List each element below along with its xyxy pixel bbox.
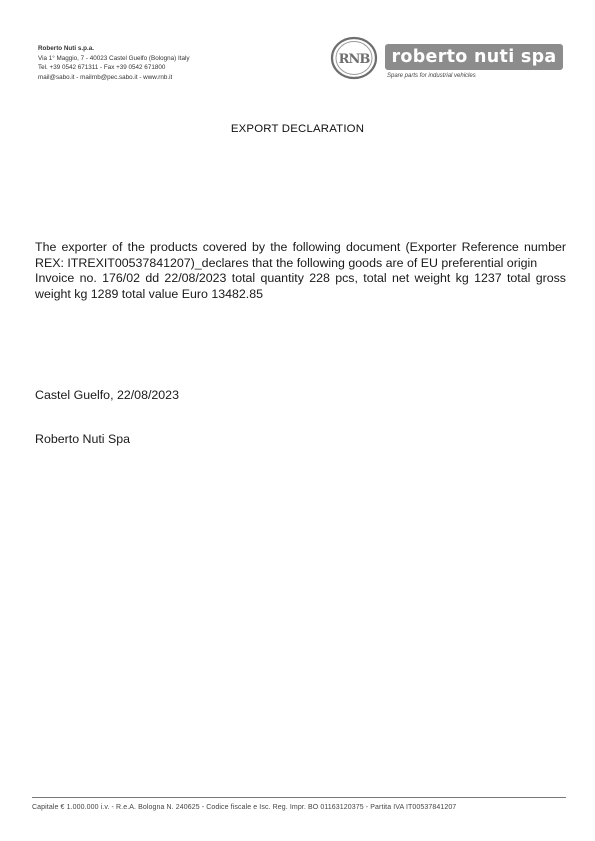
footer-divider <box>32 797 566 798</box>
footer-legal-info: Capitale € 1.000.000 i.v. - R.e.A. Bologna N. 240625 - Codice fiscale e Isc. Reg. Impr. BO 01163120375 - Partita IVA IT00537841207 <box>32 804 457 811</box>
invoice-details: Invoice no. 176/02 dd 22/08/2023 total quantity 228 pcs, total net weight kg 1237 total gross weight kg 1289 total value Euro 13482.85 <box>35 271 566 301</box>
signature-name: Roberto Nuti Spa <box>35 432 131 446</box>
company-info <box>38 44 190 82</box>
rnb-logo-mark-icon <box>330 36 378 80</box>
declaration-body <box>35 240 566 302</box>
company-address: Via 1° Maggio, 7 - 40023 Castel Guelfo (Bologna) Italy <box>38 54 190 62</box>
logo-wordmark: roberto nuti spa <box>385 44 563 70</box>
company-name: Roberto Nuti s.p.a. <box>38 45 94 52</box>
logo-monogram: RNB <box>338 52 370 67</box>
company-phone: Tel. +39 0542 671311 - Fax +39 0542 671800 <box>38 64 166 71</box>
place-and-date: Castel Guelfo, 22/08/2023 <box>35 388 179 402</box>
declaration-paragraph: The exporter of the products covered by the following document (Exporter Reference number REX: ITREXIT00537841207)_declares that the following goods are of EU preferential origin <box>35 240 566 270</box>
company-contact: mail@sabo.it - mailrnb@pec.sabo.it - www.rnb.it <box>38 73 173 81</box>
company-logo <box>330 36 565 86</box>
logo-tagline: Spare parts for industrial vehicles <box>387 73 476 79</box>
page-title: EXPORT DECLARATION <box>230 123 365 135</box>
